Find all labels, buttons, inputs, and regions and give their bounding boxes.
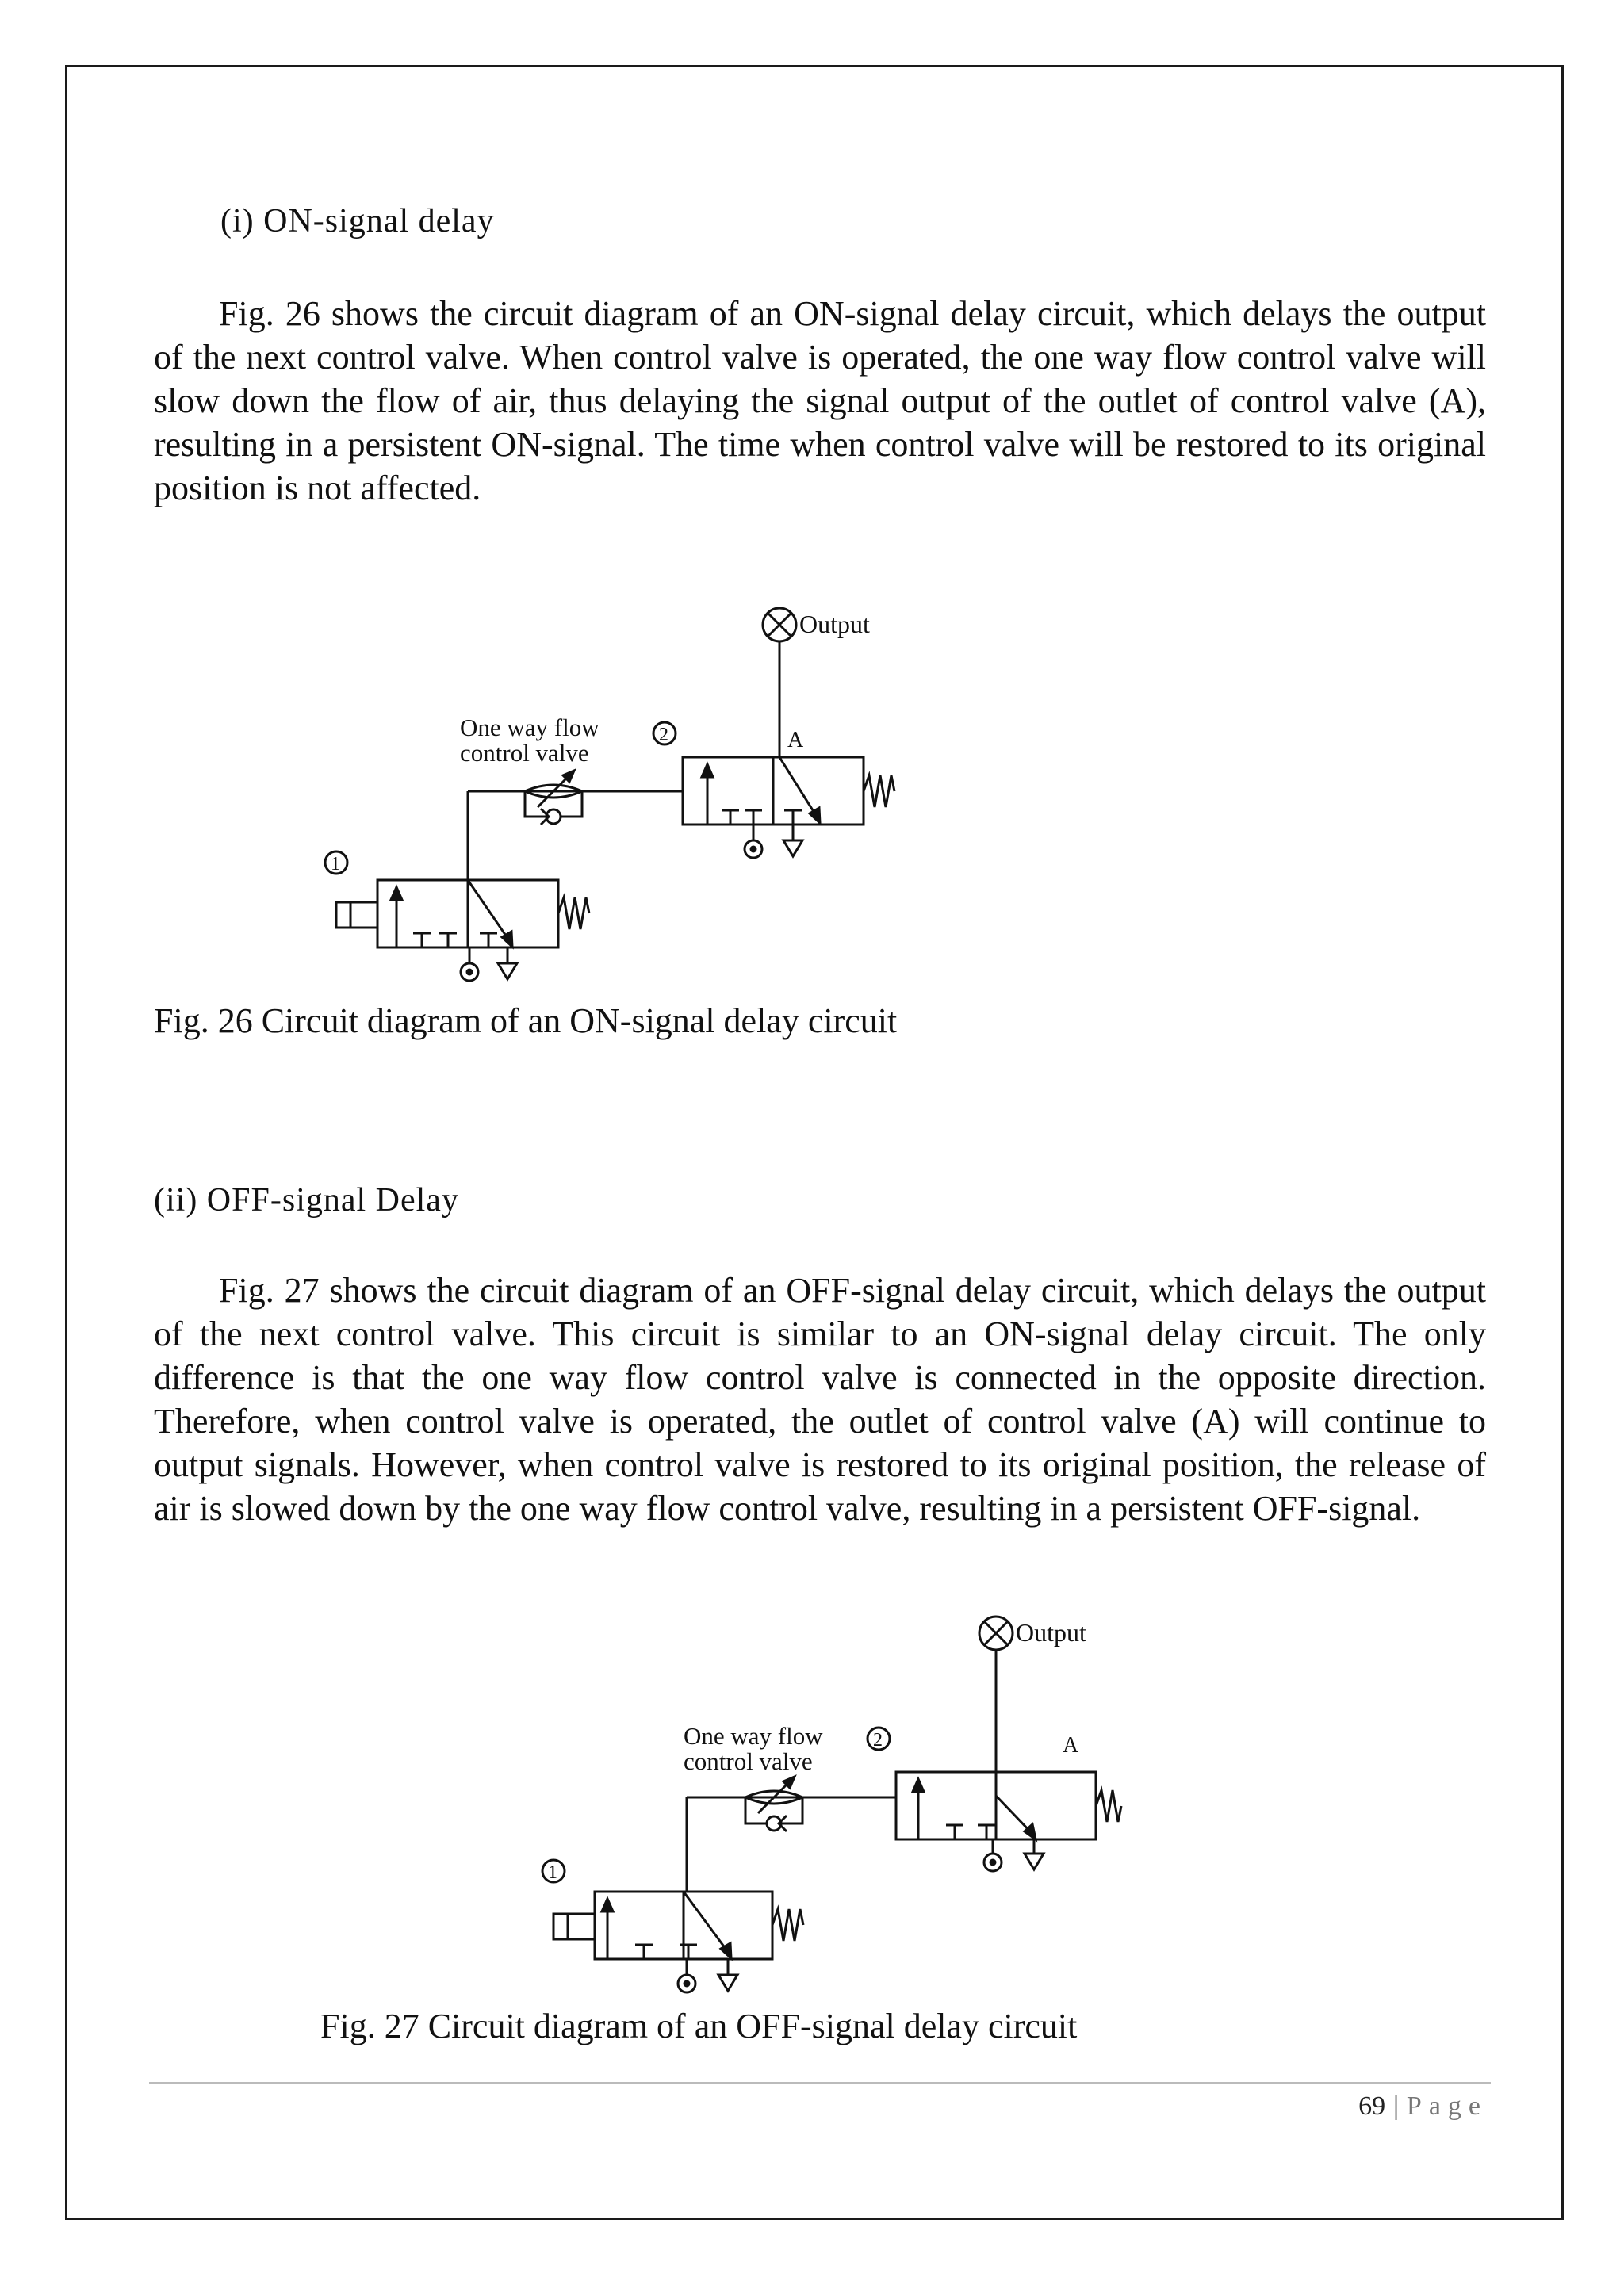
figure-27-circuit-diagram xyxy=(520,1609,1123,2014)
flow-valve-label-line1: One way flow xyxy=(684,1722,823,1750)
figure-27-caption: Fig. 27 Circuit diagram of an OFF-signal delay circuit xyxy=(320,2007,1078,2045)
control-valve-2 xyxy=(683,757,894,858)
paragraph-text: Fig. 26 shows the circuit diagram of an ON-signal delay circuit, which delays the output of the next control valve. When control valve is operated, the one way flow control valve will slow down the flow of air, thus delaying the signal output of the outlet of control valve (A), resulting in a persistent ON-signal. The time when control valve will be restored to its original position is not affected. xyxy=(154,294,1486,507)
footer-divider xyxy=(149,2082,1491,2084)
figure-26-circuit-diagram xyxy=(301,587,904,1015)
valve-1-number: 1 xyxy=(331,854,340,874)
paragraph-text: Fig. 27 shows the circuit diagram of an OFF-signal delay circuit, which delays the output of the next control valve. This circuit is similar to an ON-signal delay circuit. The only difference is that the one way flow control valve is connected in the opposite direction. Therefore, when control valve is operated, the outlet of control valve (A) will continue to output signals. However, when control valve is restored to its original position, the release of air is slowed down by the one way flow control valve, resulting in a persistent OFF-signal. xyxy=(154,1271,1486,1528)
control-valve-2 xyxy=(896,1772,1121,1871)
one-way-flow-control-valve-icon xyxy=(745,1777,802,1831)
valve-2-number: 2 xyxy=(659,725,668,745)
figure-26-caption: Fig. 26 Circuit diagram of an ON-signal delay circuit xyxy=(154,1001,898,1040)
paragraph-on-signal-delay xyxy=(154,292,1486,510)
section-heading-on-signal-delay: (i) ON-signal delay xyxy=(220,203,495,239)
section-heading-off-signal-delay: (ii) OFF-signal Delay xyxy=(154,1182,459,1219)
page-number: 69 xyxy=(1358,2091,1386,2121)
output-lamp-icon xyxy=(763,608,796,641)
output-label: Output xyxy=(1016,1618,1086,1647)
outlet-label-a: A xyxy=(1063,1733,1079,1758)
paragraph-off-signal-delay xyxy=(154,1269,1486,1530)
output-lamp-icon xyxy=(979,1617,1013,1650)
valve-2-number: 2 xyxy=(873,1730,883,1751)
control-valve-1 xyxy=(553,1892,803,1992)
output-label: Output xyxy=(799,610,870,638)
page-word: Page xyxy=(1406,2091,1488,2121)
valve-1-number: 1 xyxy=(548,1862,557,1883)
page-separator: | xyxy=(1393,2091,1399,2121)
flow-valve-label-line2: control valve xyxy=(460,739,589,767)
page-footer xyxy=(1358,2091,1488,2122)
flow-valve-label-line1: One way flow xyxy=(460,714,599,741)
outlet-label-a: A xyxy=(787,728,804,752)
control-valve-1 xyxy=(336,880,589,981)
one-way-flow-control-valve-icon xyxy=(525,771,582,825)
flow-valve-label-line2: control valve xyxy=(684,1747,813,1775)
